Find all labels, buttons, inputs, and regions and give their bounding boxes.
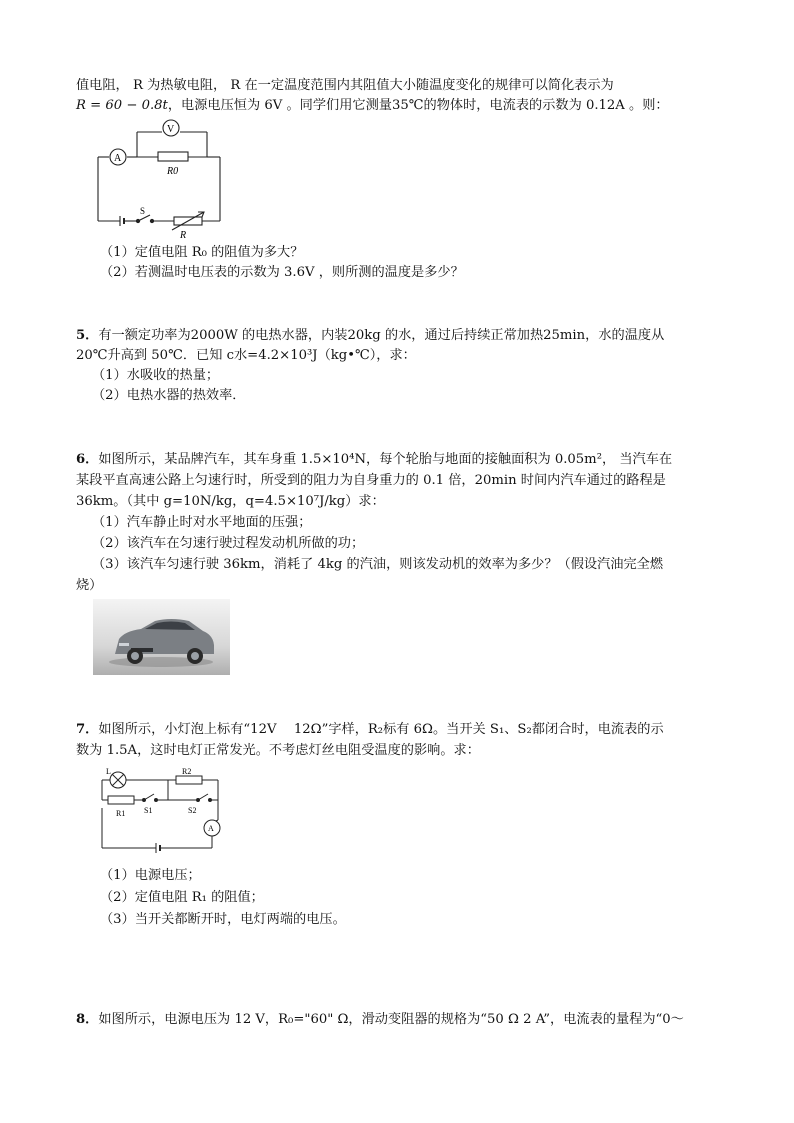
q7-number: 7． — [76, 722, 99, 737]
q7-circuit-diagram — [98, 768, 228, 854]
q6-sub1: （1）汽车静止时对水平地面的压强； — [92, 515, 312, 530]
q7-line1: 7．如图所示，小灯泡上标有“12V 12Ω”字样，R₂标有 6Ω。当开关 S₁、S₂都闭合时，电流表的示 — [76, 722, 664, 737]
q4-circuit-diagram — [94, 117, 234, 242]
q7-line2: 数为 1.5A，这时电灯正常发光。不考虑灯丝电阻受温度的影响。求： — [76, 743, 480, 758]
car-photo — [93, 599, 230, 675]
q5-line2: 20℃升高到 50℃．已知 c水=4.2×10³J（kg•℃），求： — [76, 348, 416, 363]
q5-number: 5． — [76, 328, 99, 343]
q6-sub3-cont: 烧） — [76, 578, 103, 593]
r1-label: R1 — [116, 809, 126, 818]
q6-number: 6． — [76, 452, 99, 467]
car-icon — [93, 599, 230, 675]
switch-label: S — [140, 206, 146, 216]
q4-intro-line1: 值电阻， R 为热敏电阻， R 在一定温度范围内其阻值大小随温度变化的规律可以简化表示为 — [76, 78, 614, 93]
s1-label: S1 — [144, 806, 153, 815]
q4-sub2: （2）若测温时电压表的示数为 3.6V ，则所测的温度是多少？ — [100, 265, 464, 280]
q4-intro-rest: ，电源电压恒为 6V 。同学们用它测量35℃的物体时，电流表的示数为 0.12A 。则： — [167, 98, 669, 113]
r2-label: R2 — [182, 768, 192, 776]
voltmeter-label: V — [167, 124, 175, 135]
q8-number: 8． — [76, 1012, 99, 1027]
ammeter-label: A — [114, 153, 122, 164]
q4-sub1: （1）定值电阻 R₀ 的阻值为多大？ — [100, 245, 304, 260]
r2-resistor — [176, 776, 202, 784]
s2-label: S2 — [188, 806, 197, 815]
r0-resistor — [158, 152, 188, 161]
q5-line1: 5．有一额定功率为2000W 的电热水器，内装20kg 的水，通过后持续正常加热25min，水的温度从 — [76, 328, 665, 343]
q7-sub1: （1）电源电压； — [100, 868, 201, 883]
q4-intro-line2 — [76, 97, 669, 115]
q6-sub3: （3）该汽车匀速行驶 36km，消耗了 4kg 的汽油，则该发动机的效率为多少？（假设汽油完全燃 — [92, 557, 663, 572]
ammeter-label: A — [208, 824, 214, 833]
q4-formula: R = 60 − 0.8t — [76, 98, 168, 113]
q6-line1: 6．如图所示，某品牌汽车，其车身重 1.5×10⁴N，每个轮胎与地面的接触面积为 0.05m²， 当汽车在 — [76, 452, 673, 467]
q5-sub2: （2）电热水器的热效率． — [92, 388, 246, 403]
q6-line3: 36km。（其中 g=10N/kg，q=4.5×10⁷J/kg）求： — [76, 494, 385, 509]
q6-sub2: （2）该汽车在匀速行驶过程发动机所做的功； — [92, 536, 365, 551]
thermistor-label: R — [180, 230, 187, 241]
lamp-label: L — [106, 768, 111, 776]
q5-sub1: （1）水吸收的热量； — [92, 368, 220, 383]
q8-line1: 8．如图所示，电源电压为 12 V，R₀="60" Ω，滑动变阻器的规格为“50 Ω 2 A”，电流表的量程为“0～ — [76, 1012, 684, 1027]
r0-label: R0 — [167, 166, 179, 177]
q6-line2: 某段平直高速公路上匀速行时，所受到的阻力为自身重力的 0.1 倍，20min 时间内汽车通过的路程是 — [76, 473, 666, 488]
q7-sub2: （2）定值电阻 R₁ 的阻值； — [100, 890, 264, 905]
q7-sub3: （3）当开关都断开时，电灯两端的电压。 — [100, 912, 346, 927]
r1-resistor — [108, 796, 134, 804]
